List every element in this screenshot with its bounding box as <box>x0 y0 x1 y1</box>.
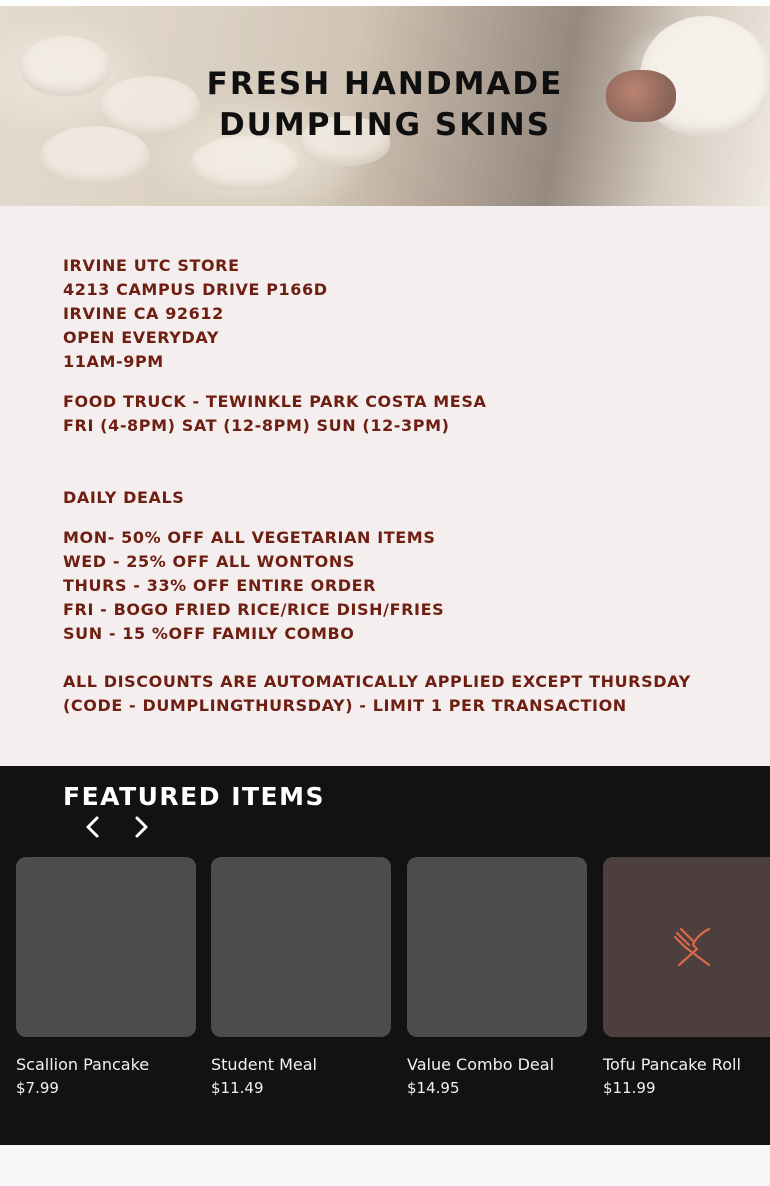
hero-title <box>0 64 770 146</box>
product-card[interactable] <box>211 857 391 1097</box>
product-card[interactable] <box>603 857 770 1097</box>
page-footer-area <box>0 1145 770 1186</box>
chevron-left-icon <box>78 812 108 842</box>
deal-item: WED - 25% OFF ALL WONTONS <box>63 552 355 571</box>
hero-title-line: FRESH HANDMADE <box>206 66 564 102</box>
store-open: OPEN EVERYDAY <box>63 328 220 347</box>
product-image-placeholder[interactable] <box>603 857 770 1037</box>
daily-deals-list <box>63 526 444 646</box>
food-truck-hours: FRI (4-8PM) SAT (12-8PM) SUN (12-3PM) <box>63 416 450 435</box>
product-image[interactable] <box>16 857 196 1037</box>
featured-title: FEATURED ITEMS <box>63 782 326 811</box>
product-image[interactable] <box>407 857 587 1037</box>
store-city: IRVINE CA 92612 <box>63 304 224 323</box>
product-price: $11.49 <box>211 1079 264 1097</box>
product-card[interactable] <box>16 857 196 1097</box>
product-card[interactable] <box>407 857 587 1097</box>
store-info-section <box>0 206 770 766</box>
store-name: IRVINE UTC STORE <box>63 256 240 275</box>
chevron-right-icon <box>126 812 156 842</box>
daily-deals-heading: DAILY DEALS <box>63 488 185 507</box>
daily-deals-heading-block <box>63 486 184 510</box>
deal-item: SUN - 15 %OFF FAMILY COMBO <box>63 624 355 643</box>
product-image[interactable] <box>211 857 391 1037</box>
carousel-prev-button[interactable] <box>78 812 108 842</box>
fork-knife-icon <box>671 925 715 969</box>
product-name[interactable]: Scallion Pancake <box>16 1055 150 1074</box>
product-name[interactable]: Student Meal <box>211 1055 317 1074</box>
store-details <box>63 254 328 374</box>
food-truck-location: FOOD TRUCK - TEWINKLE PARK COSTA MESA <box>63 392 487 411</box>
store-address: 4213 CAMPUS DRIVE P166D <box>63 280 328 299</box>
deal-item: THURS - 33% OFF ENTIRE ORDER <box>63 576 377 595</box>
hero-title-line: DUMPLING SKINS <box>218 107 552 143</box>
deal-item: MON- 50% OFF ALL VEGETARIAN ITEMS <box>63 528 436 547</box>
hero-banner <box>0 6 770 206</box>
featured-items-section <box>0 766 770 1145</box>
product-name[interactable]: Tofu Pancake Roll <box>603 1055 741 1074</box>
product-name[interactable]: Value Combo Deal <box>407 1055 555 1074</box>
product-price: $7.99 <box>16 1079 59 1097</box>
store-hours: 11AM-9PM <box>63 352 164 371</box>
deal-item: FRI - BOGO FRIED RICE/RICE DISH/FRIES <box>63 600 445 619</box>
product-price: $14.95 <box>407 1079 460 1097</box>
discount-note-block <box>63 670 713 718</box>
discount-note: ALL DISCOUNTS ARE AUTOMATICALLY APPLIED EXCEPT THURSDAY (CODE - DUMPLINGTHURSDAY) - LIMIT 1 PER TRANSACTION <box>63 672 691 715</box>
food-truck-details <box>63 390 486 438</box>
product-price: $11.99 <box>603 1079 656 1097</box>
carousel-next-button[interactable] <box>126 812 156 842</box>
